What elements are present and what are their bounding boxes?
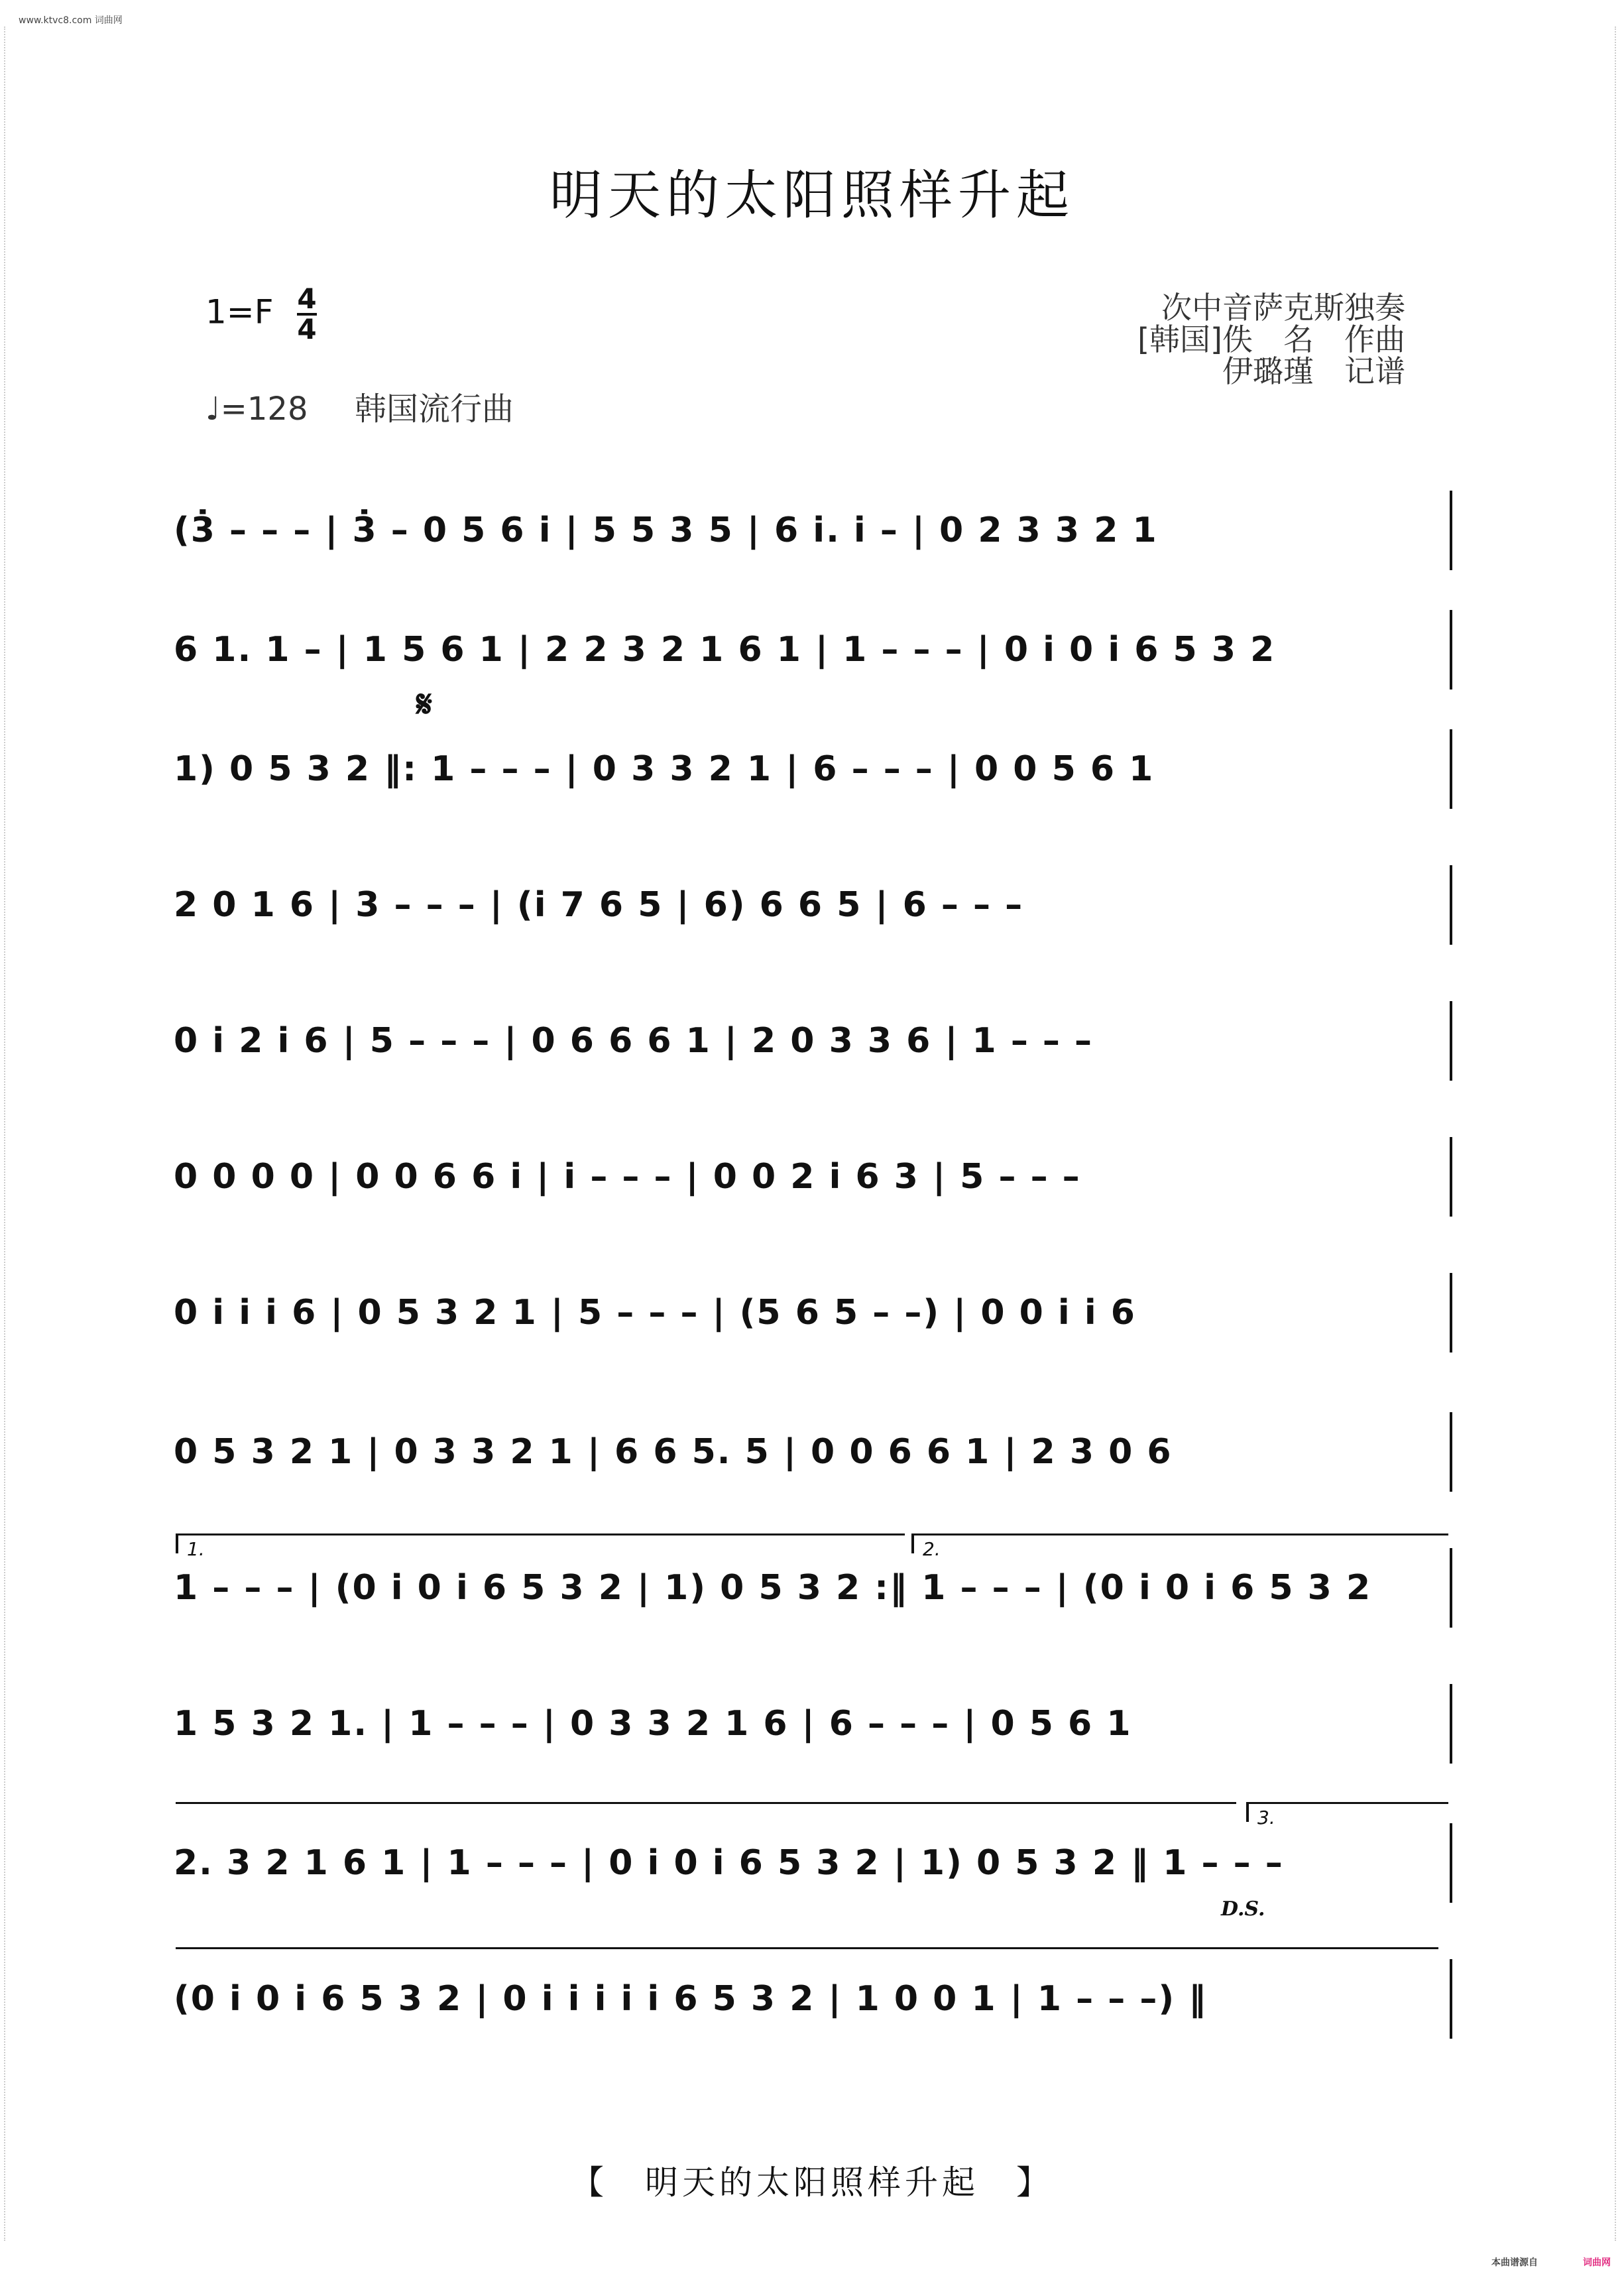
score-row-9 [174,1548,1452,1628]
credit-instrument: 次中音萨克斯独奏 [1161,290,1405,326]
score-row-6 [174,1137,1452,1217]
row-notes: 2. 3 2 1 6 1 | 1 – – – | 0 i 0 i 6 5 3 2 | 1) 0 5 3 2 ‖ 1 – – – [174,1843,1284,1883]
volta-3-label: 3. [1257,1807,1275,1829]
score-row-1 [174,491,1452,570]
row-notes: (0 i 0 i 6 5 3 2 | 0 i i i i i 6 5 3 2 | 1 0 0 1 | 1 – – –) ‖ [174,1979,1208,2019]
row-notes: 0 0 0 0 | 0 0 6 6 i | i – – – | 0 0 2 i 6 3 | 5 – – – [174,1157,1081,1197]
volta-bracket-3 [1246,1802,1448,1804]
time-sig-top: 4 [297,282,317,315]
site-url: www.ktvc8.com 词曲网 [19,15,123,26]
score-row-10 [174,1684,1452,1764]
score-row-11 [174,1823,1452,1903]
volta-bracket-1 [176,1533,905,1535]
row-notes: 1 – – – | (0 i 0 i 6 5 3 2 | 1) 0 5 3 2 :‖ 1 – – – | (0 i 0 i 6 5 3 2 [174,1568,1372,1608]
time-signature [297,282,317,345]
row-notes: 6 1. 1 – | 1 5 6 1 | 2 2 3 2 1 6 1 | 1 – – – | 0 i 0 i 6 5 3 2 [174,630,1276,670]
source-site: 词曲网 [1583,2257,1611,2268]
row-12-top-line [176,1947,1438,1949]
volta-bracket-2 [911,1533,1448,1535]
right-margin-watermark [1615,27,1623,2241]
row-notes: 0 i i i 6 | 0 5 3 2 1 | 5 – – – | (5 6 5 – –) | 0 0 i i 6 [174,1293,1136,1333]
style-label: 韩国流行曲 [355,391,514,428]
score-row-12 [174,1959,1452,2039]
credit-transcriber: 伊璐瑾 记谱 [1222,353,1405,389]
row-notes: (3̇ – – – | 3̇ – 0 5 6 i | 5 5 3 5 | 6 i. i – | 0 2 3 3 2 1 [174,511,1158,550]
score-row-2 [174,610,1452,690]
credit-composer: [韩国]佚 名 作曲 [1137,322,1405,357]
time-sig-bottom: 4 [297,313,317,345]
score-row-3 [174,729,1452,809]
volta-1-label: 1. [187,1538,205,1560]
footer-title: 【 明天的太阳照样升起 】 [571,2163,1053,2202]
score-row-5 [174,1001,1452,1081]
row-notes: 1 5 3 2 1. | 1 – – – | 0 3 3 2 1 6 | 6 – – – | 0 5 6 1 [174,1704,1132,1744]
volta-bracket-3-start [1246,1802,1249,1822]
source-note: 本曲谱源自 [1491,2257,1538,2268]
score-row-7 [174,1273,1452,1352]
row-notes: 1) 0 5 3 2 ‖: 1 – – – | 0 3 3 2 1 | 6 – – – | 0 0 5 6 1 [174,749,1155,789]
row-notes: 0 5 3 2 1 | 0 3 3 2 1 | 6 6 5. 5 | 0 0 6 6 1 | 2 3 0 6 [174,1432,1173,1472]
left-margin-watermark [4,27,12,2241]
page-title: 明天的太阳照样升起 [550,164,1074,226]
row-11-top-line [176,1802,1236,1804]
row-notes: 0 i 2 i 6 | 5 – – – | 0 6 6 6 1 | 2 0 3 3 6 | 1 – – – [174,1021,1094,1061]
key-signature [205,282,317,345]
score-row-4 [174,865,1452,945]
key-label: 1=F [205,292,274,331]
tempo-mark: ♩=128 [205,391,308,428]
tempo-line [205,383,514,429]
row-notes: 2 0 1 6 | 3 – – – | (i 7 6 5 | 6) 6 6 5 | 6 – – – [174,885,1024,925]
credits [1137,292,1405,387]
volta-2-label: 2. [923,1538,941,1560]
score-row-8 [174,1412,1452,1492]
segno-sign: 𝄋 [416,683,433,726]
ds-marking: D.S. [1221,1897,1265,1921]
